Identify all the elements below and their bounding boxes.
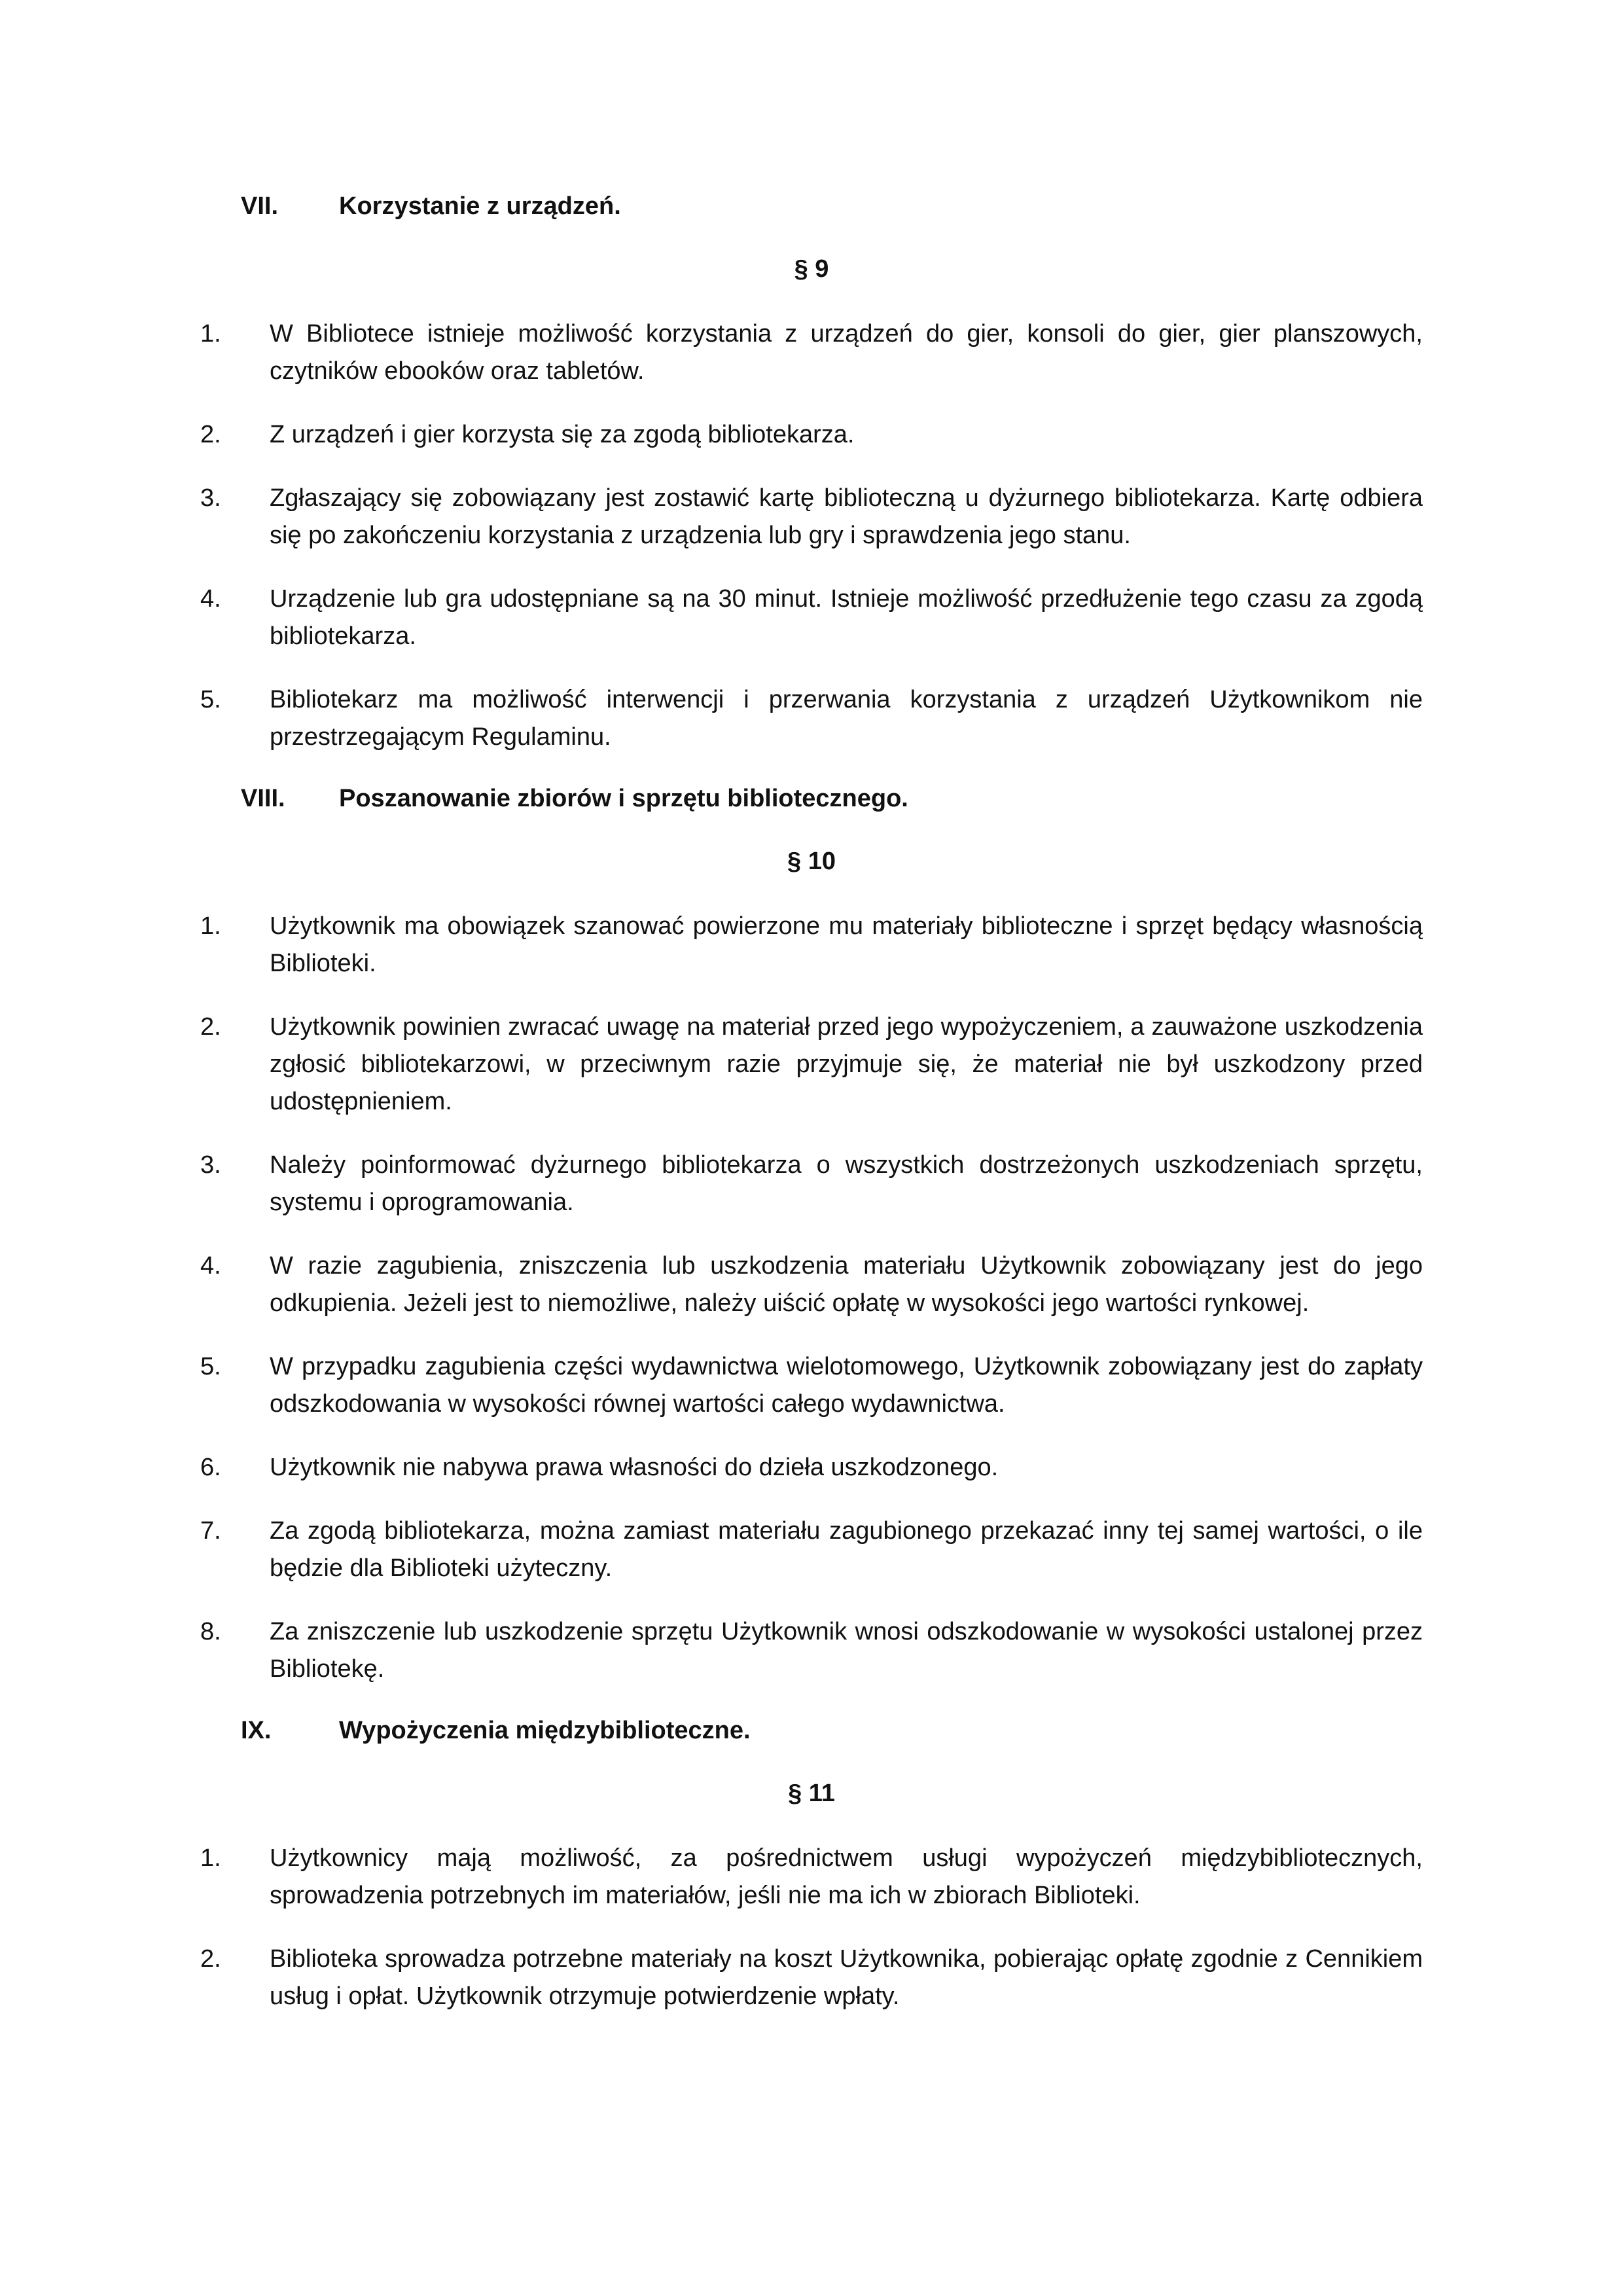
- item-number: 4.: [200, 1252, 221, 1280]
- chapter-title: Wypożyczenia międzybiblioteczne.: [339, 1717, 751, 1744]
- item-text: Urządzenie lub gra udostępniane są na 30 minut. Istnieje możliwość przedłużenie tego czasu za zgodą bibliotekarza.: [270, 585, 1423, 650]
- chapter-number: IX.: [241, 1717, 272, 1744]
- chapter-title: Korzystanie z urządzeń.: [339, 192, 621, 220]
- list-item: [200, 1009, 1423, 1121]
- list-item: [200, 681, 1423, 756]
- item-number: 6.: [200, 1454, 221, 1481]
- chapter-title: Poszanowanie zbiorów i sprzętu bibliotecznego.: [339, 785, 908, 812]
- list-item: [200, 1247, 1423, 1322]
- item-text: Zgłaszający się zobowiązany jest zostawić kartę biblioteczną u dyżurnego bibliotekarza. Kartę odbiera się po zakończeniu korzystania z urządzenia lub gry i sprawdzenia jego stanu.: [270, 484, 1423, 549]
- item-number: 3.: [200, 1151, 221, 1179]
- chapter-heading: [200, 190, 1423, 223]
- item-text: Za zniszczenie lub uszkodzenie sprzętu Użytkownik wnosi odszkodowanie w wysokości ustalonej przez Bibliotekę.: [270, 1618, 1423, 1683]
- item-text: Użytkownik powinien zwracać uwagę na materiał przed jego wypożyczeniem, a zauważone uszkodzenia zgłosić bibliotekarzowi, w przeciwnym razie przyjmuje się, że materiał nie był uszkodzony przed udostępnieniem.: [270, 1013, 1423, 1115]
- item-text: Użytkownik ma obowiązek szanować powierzone mu materiały biblioteczne i sprzęt będący własnością Biblioteki.: [270, 912, 1423, 977]
- item-number: 4.: [200, 585, 221, 613]
- list-item: [200, 315, 1423, 390]
- list-item: [200, 581, 1423, 655]
- item-text: Biblioteka sprowadza potrzebne materiały na koszt Użytkownika, pobierając opłatę zgodnie z Cennikiem usług i opłat. Użytkownik otrzymuje potwierdzenie wpłaty.: [270, 1945, 1423, 2010]
- item-number: 1.: [200, 320, 221, 348]
- item-number: 1.: [200, 912, 221, 940]
- item-number: 8.: [200, 1618, 221, 1645]
- chapter-number: VIII.: [241, 785, 285, 812]
- list-item: [200, 1513, 1423, 1587]
- list-item: [200, 416, 1423, 454]
- item-number: 7.: [200, 1517, 221, 1545]
- item-number: 5.: [200, 1353, 221, 1380]
- item-number: 2.: [200, 1013, 221, 1041]
- list-item: [200, 1613, 1423, 1688]
- numbered-list: [200, 908, 1423, 1688]
- item-number: 3.: [200, 484, 221, 512]
- item-text: Użytkownik nie nabywa prawa własności do dzieła uszkodzonego.: [270, 1454, 999, 1481]
- item-number: 5.: [200, 686, 221, 713]
- paragraph-sign: § 11: [788, 1780, 835, 1807]
- section-ix: [200, 1714, 1423, 2015]
- item-text: W przypadku zagubienia części wydawnictwa wielotomowego, Użytkownik zobowiązany jest do zapłaty odszkodowania w wysokości równej wartości całego wydawnictwa.: [270, 1353, 1423, 1418]
- chapter-heading: [200, 782, 1423, 815]
- list-item: [200, 1348, 1423, 1423]
- list-item: [200, 1941, 1423, 2015]
- list-item: [200, 480, 1423, 554]
- section-vii: [200, 190, 1423, 756]
- list-item: [200, 1147, 1423, 1221]
- item-text: Z urządzeń i gier korzysta się za zgodą bibliotekarza.: [270, 421, 855, 448]
- item-number: 2.: [200, 421, 221, 448]
- list-item: [200, 1449, 1423, 1486]
- item-number: 1.: [200, 1844, 221, 1872]
- item-number: 2.: [200, 1945, 221, 1973]
- item-text: Użytkownicy mają możliwość, za pośrednictwem usługi wypożyczeń międzybibliotecznych, sprowadzenia potrzebnych im materiałów, jeśli nie ma ich w zbiorach Biblioteki.: [270, 1844, 1423, 1909]
- item-text: W razie zagubienia, zniszczenia lub uszkodzenia materiału Użytkownik zobowiązany jest do jego odkupienia. Jeżeli jest to niemożliwe, należy uiścić opłatę w wysokości jego wartości rynkowej.: [270, 1252, 1423, 1317]
- list-item: [200, 1840, 1423, 1914]
- numbered-list: [200, 315, 1423, 756]
- item-text: Za zgodą bibliotekarza, można zamiast materiału zagubionego przekazać inny tej samej wartości, o ile będzie dla Biblioteki użyteczny.: [270, 1517, 1423, 1582]
- item-text: Należy poinformować dyżurnego bibliotekarza o wszystkich dostrzeżonych uszkodzeniach sprzętu, systemu i oprogramowania.: [270, 1151, 1423, 1216]
- chapter-heading: [200, 1714, 1423, 1747]
- section-viii: [200, 782, 1423, 1688]
- chapter-number: VII.: [241, 192, 279, 220]
- item-text: W Bibliotece istnieje możliwość korzystania z urządzeń do gier, konsoli do gier, gier planszowych, czytników ebooków oraz tabletów.: [270, 320, 1423, 385]
- paragraph-sign: § 10: [787, 848, 836, 875]
- numbered-list: [200, 1840, 1423, 2015]
- item-text: Bibliotekarz ma możliwość interwencji i przerwania korzystania z urządzeń Użytkownikom nie przestrzegającym Regulaminu.: [270, 686, 1423, 751]
- list-item: [200, 908, 1423, 982]
- paragraph-sign: § 9: [794, 255, 829, 283]
